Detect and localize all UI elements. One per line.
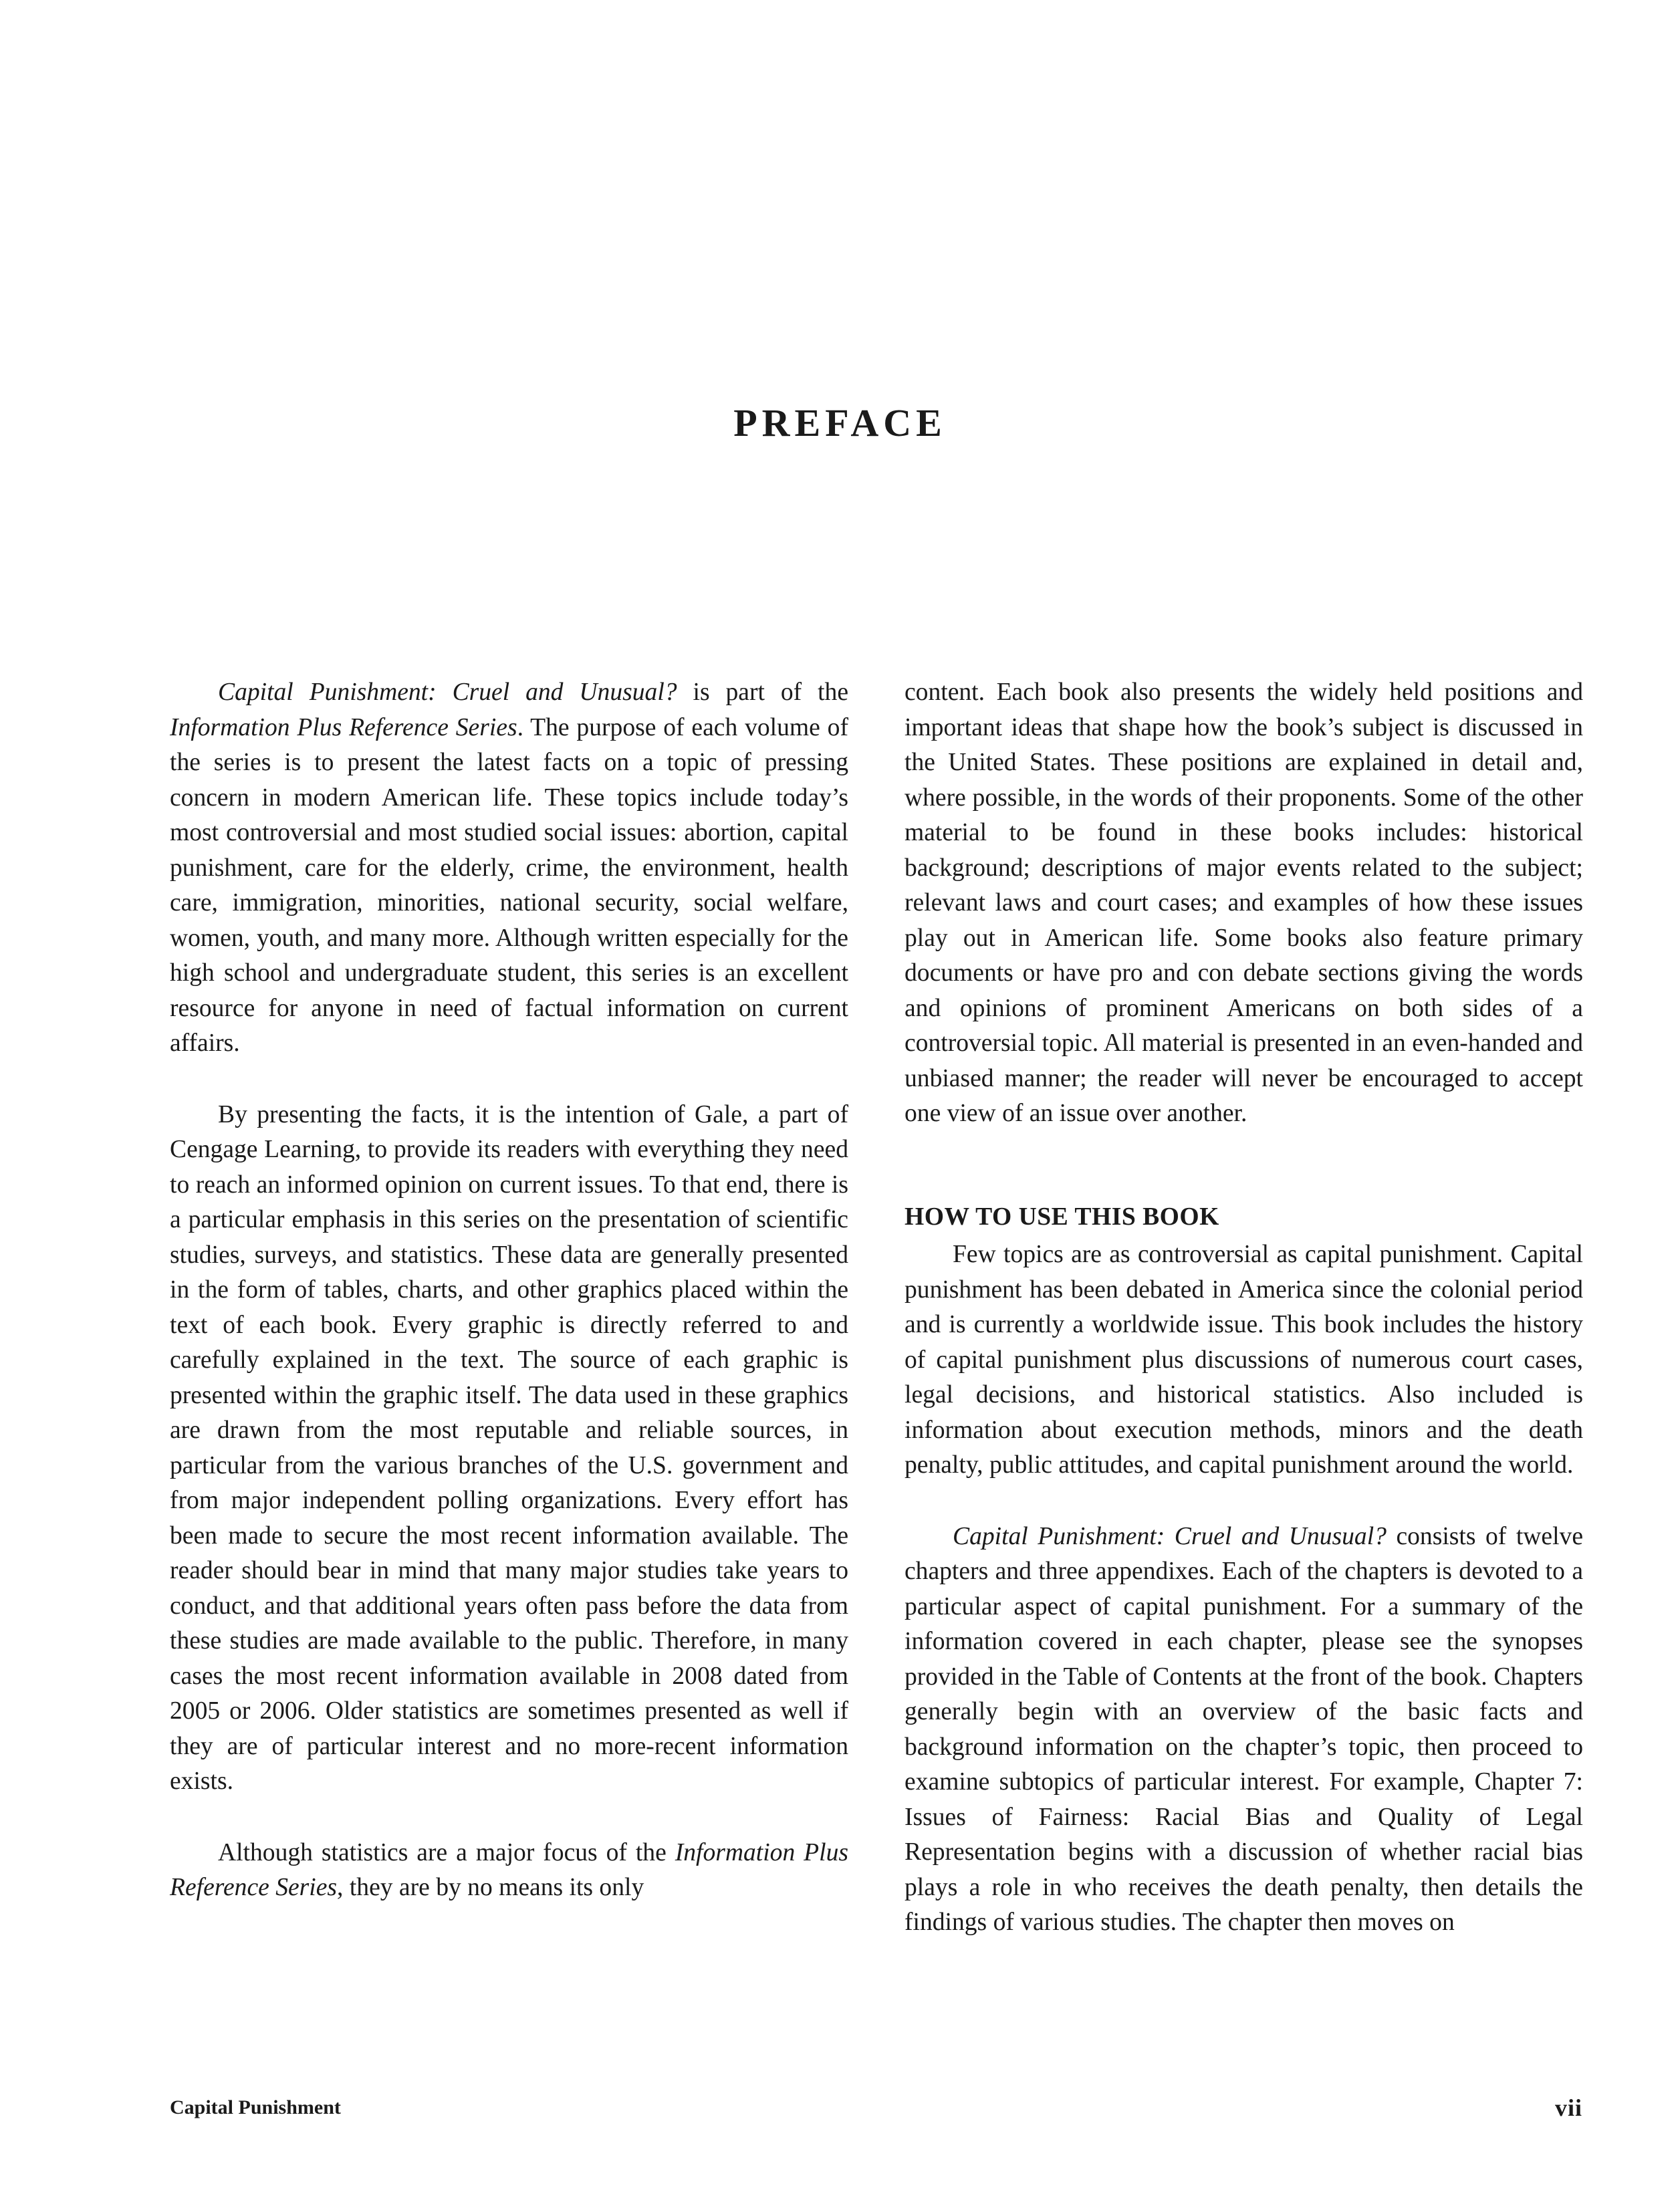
paragraph-series-intro bbox=[170, 675, 848, 1062]
book-title-italic: Capital Punishment: Cruel and Unusual? bbox=[953, 1522, 1387, 1550]
right-column bbox=[905, 675, 1583, 1941]
section-heading: HOW TO USE THIS BOOK bbox=[905, 1203, 1219, 1231]
footer-book-title: Capital Punishment bbox=[170, 2096, 341, 2118]
left-column bbox=[170, 675, 848, 1906]
text-span: Although statistics are a major focus of the bbox=[218, 1838, 675, 1866]
text-span: consists of twelve chapters and three appendixes. Each of the chapters is devoted to a particular aspect of capital punishment. For a summary of the information covered in each chapter, please see the synopses provided in the Table of Contents at the front of the book. Chapters generally begin with an overview of the basic facts and background information on the chapter’s topic, then proceed to examine subtopics of particular interest. For example, Chapter 7: Issues of Fairness: Racial Bias and Quality of Legal Representation begins with a discussion of whether racial bias plays a role in who receives the death penalty, then details the findings of various studies. The chapter then moves on bbox=[905, 1522, 1584, 1936]
text-span: , they are by no means its only bbox=[337, 1874, 644, 1901]
page-footer bbox=[170, 2096, 1582, 2123]
paragraph-content-continued: content. Each book also presents the widely held positions and important ideas that shape how the book’s subject is discussed in the United States. These positions are explained in detail and, where possible, in the words of their proponents. Some of the other material to be found in these books includes: historical background; descriptions of major events related to the subject; relevant laws and court cases; and examples of how these issues play out in American life. Some books also feature primary documents or have pro and con debate sections giving the words and opinions of prominent Americans on both sides of a controversial topic. All material is presented in an even-handed and unbiased manner; the reader will never be encouraged to accept one view of an issue over another. bbox=[905, 679, 1583, 1127]
page-number: vii bbox=[1554, 2094, 1582, 2121]
book-title-italic: Capital Punishment: Cruel and Unusual? bbox=[218, 679, 677, 706]
series-name-italic: Information Plus Reference Series bbox=[170, 713, 517, 741]
text-span: is part of the bbox=[677, 679, 849, 706]
paragraph-statistics-focus bbox=[170, 1836, 848, 1906]
paragraph-book-structure bbox=[905, 1519, 1583, 1941]
paragraph-controversial-topics: Few topics are as controversial as capital punishment. Capital punishment has been debated in America since the colonial period and is currently a worldwide issue. This book includes the history of capital punishment plus discussions of numerous court cases, legal decisions, and historical statistics. Also included is information about execution methods, minors and the death penalty, public attitudes, and capital punishment around the world. bbox=[905, 1241, 1583, 1479]
text-span: . The purpose of each volume of the series is to present the latest facts on a topic of pressing concern in modern American life. These topics include today’s most controversial and most studied social issues: abortion, capital punishment, care for the elderly, crime, the environment, health care, immigration, minorities, national security, social welfare, women, youth, and many more. Although written especially for the high school and undergraduate student, this series is an excellent resource for anyone in need of factual information on current affairs. bbox=[170, 713, 848, 1057]
page-title: PREFACE bbox=[733, 400, 947, 445]
paragraph-presenting-facts: By presenting the facts, it is the intention of Gale, a part of Cengage Learning, to provide its readers with everything they need to reach an informed opinion on current issues. To that end, there is a particular emphasis in this series on the presentation of scientific studies, surveys, and statistics. These data are generally presented in the form of tables, charts, and other graphics placed within the text of each book. Every graphic is directly referred to and carefully explained in the text. The source of each graphic is presented within the graphic itself. The data used in these graphics are drawn from the most reputable and reliable sources, in particular from the various branches of the U.S. government and from major independent polling organizations. Every effort has been made to secure the most recent information available. The reader should bear in mind that many major studies take years to conduct, and that additional years often pass before the data from these studies are made available to the public. Therefore, in many cases the most recent information available in 2008 dated from 2005 or 2006. Older statistics are sometimes presented as well if they are of particular interest and no more-recent information exists. bbox=[170, 1100, 848, 1795]
series-name-italic: Information Plus Reference Series bbox=[170, 1838, 848, 1901]
